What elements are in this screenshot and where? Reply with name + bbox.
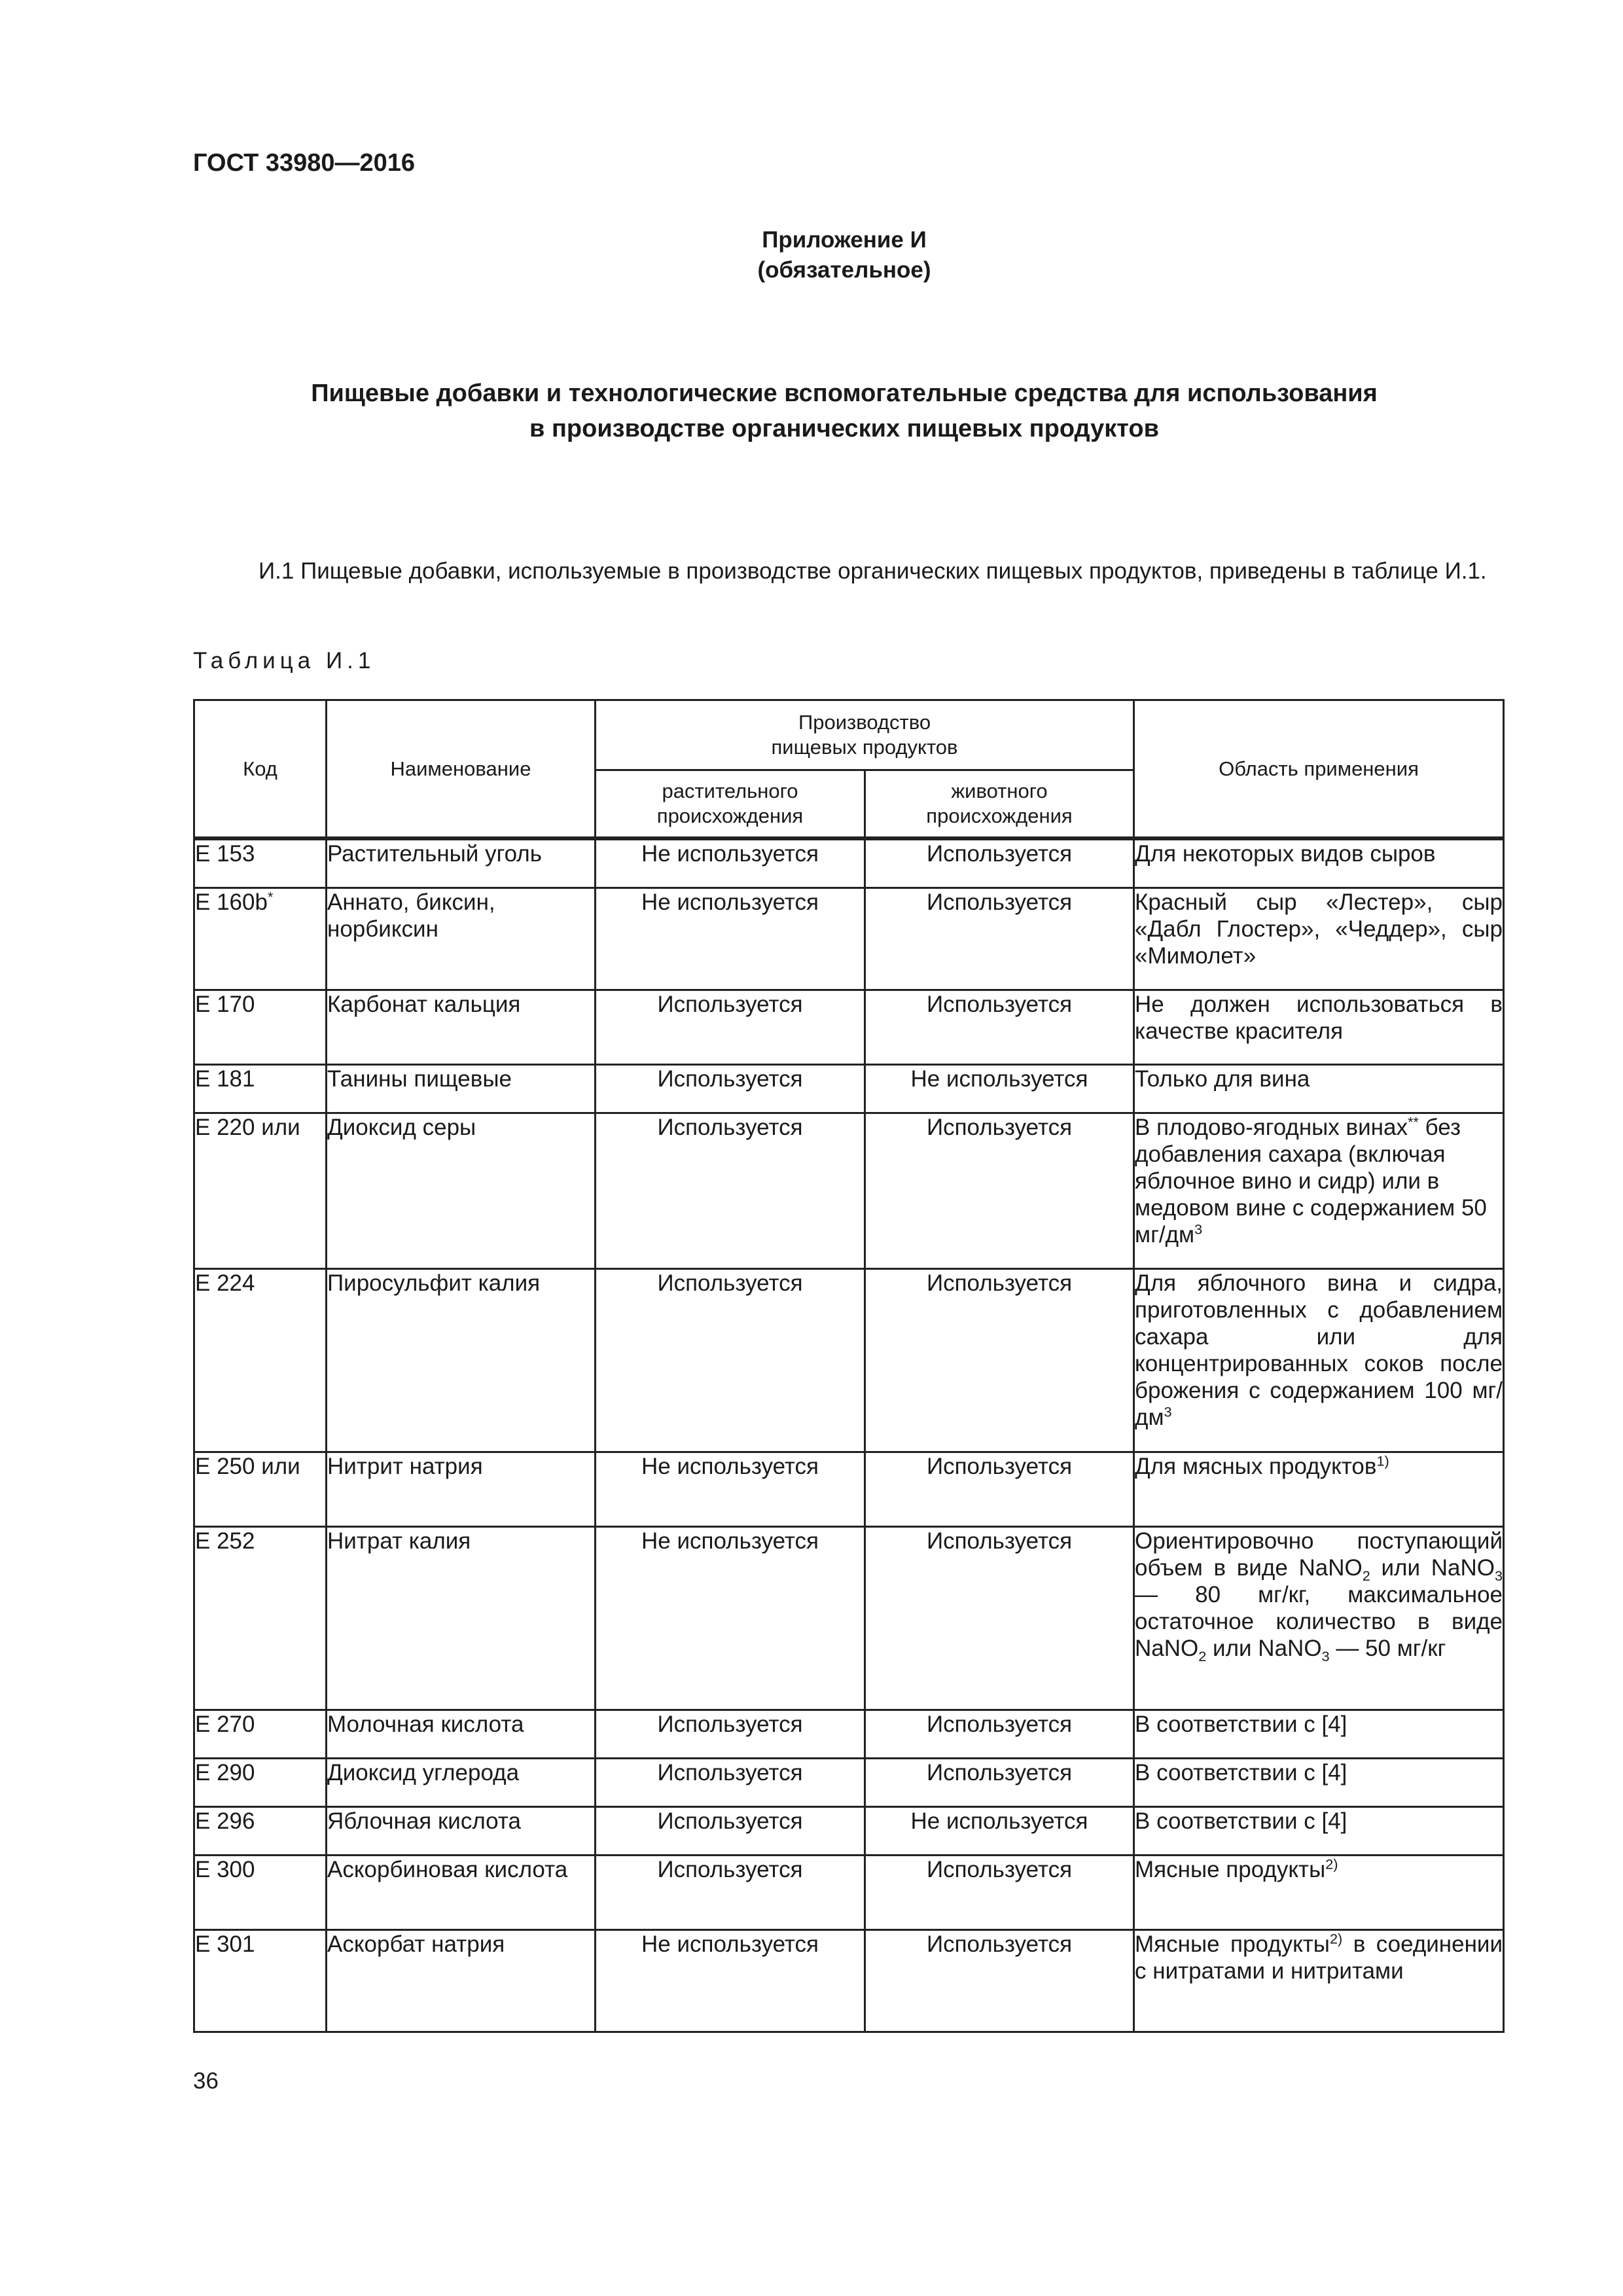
plant-cell: Используется	[596, 1269, 865, 1452]
animal-cell: Используется	[865, 1113, 1134, 1269]
plant-cell: Используется	[596, 1710, 865, 1759]
name-cell: Нитрит натрия	[327, 1452, 596, 1527]
animal-cell: Используется	[865, 1856, 1134, 1930]
scope-cell: В соответствии с [4]	[1134, 1710, 1504, 1759]
table-row	[194, 1807, 1504, 1856]
code-cell: Е 181	[194, 1065, 327, 1113]
name-cell: Диоксид углерода	[327, 1759, 596, 1807]
scope-text-b: в соединении с нитратами и нитритами	[1135, 1931, 1503, 1984]
code-cell: Е 301	[194, 1930, 327, 2032]
title-line-1: Пищевые добавки и технологические вспомогательные средства для использования	[311, 380, 1378, 407]
table-row	[194, 1452, 1504, 1527]
table-row	[194, 1710, 1504, 1759]
name-cell: Танины пищевые	[327, 1065, 596, 1113]
scope-cell	[1134, 1527, 1504, 1710]
header-production	[596, 700, 1134, 770]
header-production-line-1: Производство	[798, 711, 931, 734]
code-cell: Е 153	[194, 840, 327, 888]
animal-cell: Используется	[865, 1710, 1134, 1759]
header-animal-origin	[865, 770, 1134, 838]
header-plant-line-1: растительного	[662, 780, 798, 802]
header-plant-line-2: происхождения	[656, 804, 804, 827]
subscript: 2	[1362, 1568, 1370, 1584]
subscript: 3	[1494, 1568, 1503, 1584]
name-cell: Аскорбиновая кислота	[327, 1856, 596, 1930]
name-cell: Диоксид серы	[327, 1113, 596, 1269]
table-row	[194, 1527, 1504, 1710]
scope-text: Ориентировочно поступающий объем в виде NaNO	[1135, 1528, 1503, 1581]
annex-main-title	[0, 376, 1623, 446]
code-cell: Е 296	[194, 1807, 327, 1856]
scope-text: Мясные продукты	[1135, 1857, 1326, 1882]
title-line-2: в производстве органических пищевых продуктов	[529, 415, 1159, 442]
scope-cell: Не должен использоваться в качестве красителя	[1134, 990, 1504, 1065]
intro-paragraph: И.1 Пищевые добавки, используемые в производстве органических пищевых продуктов, приведены в таблице И.1.	[259, 558, 1487, 584]
header-production-line-2: пищевых продуктов	[771, 736, 958, 759]
table-row	[194, 1759, 1504, 1807]
scope-cell: Красный сыр «Лестер», сыр «Дабл Глостер», «Чеддер», сыр «Мимолет»	[1134, 888, 1504, 990]
scope-text: или NaNO	[1370, 1555, 1495, 1581]
table-row	[194, 1065, 1504, 1113]
table-row	[194, 1269, 1504, 1452]
code-cell: Е 290	[194, 1759, 327, 1807]
table-row	[194, 888, 1504, 990]
footnote-mark: *	[267, 888, 274, 905]
scope-text: или NaNO	[1206, 1636, 1322, 1661]
name-cell: Растительный уголь	[327, 840, 596, 888]
scope-cell: В соответствии с [4]	[1134, 1759, 1504, 1807]
annex-title: Приложение И	[762, 227, 927, 253]
name-cell: Аннато, биксин, норбиксин	[327, 888, 596, 990]
plant-cell: Не используется	[596, 1930, 865, 2032]
animal-cell: Используется	[865, 1527, 1134, 1710]
header-scope: Область применения	[1134, 700, 1504, 838]
table-row	[194, 990, 1504, 1065]
plant-cell: Используется	[596, 990, 865, 1065]
header-animal-line-1: животного	[951, 780, 1048, 802]
plant-cell: Не используется	[596, 1452, 865, 1527]
annex-heading	[0, 225, 1623, 285]
code-cell: Е 300	[194, 1856, 327, 1930]
code-cell: Е 270	[194, 1710, 327, 1759]
code-cell: Е 224	[194, 1269, 327, 1452]
animal-cell: Используется	[865, 1759, 1134, 1807]
scope-cell: В соответствии с [4]	[1134, 1807, 1504, 1856]
subscript: 3	[1321, 1648, 1330, 1664]
page-number: 36	[193, 2068, 219, 2094]
scope-text: — 80 мг/кг, максимальное остаточное количество в виде NaNO	[1135, 1582, 1503, 1661]
table-row	[194, 1930, 1504, 2032]
footnote-mark: **	[1407, 1113, 1419, 1130]
scope-text: Для яблочного вина и сидра, приготовленных с добавлением сахара или для концентрированных соков после брожения с содержанием 100 мг/дм	[1135, 1270, 1503, 1430]
superscript: 3	[1164, 1403, 1172, 1420]
animal-cell: Используется	[865, 1452, 1134, 1527]
name-cell: Аскорбат натрия	[327, 1930, 596, 2032]
plant-cell: Используется	[596, 1856, 865, 1930]
header-plant-origin	[596, 770, 865, 838]
code-text: Е 160b	[195, 889, 268, 915]
code-cell: Е 252	[194, 1527, 327, 1710]
plant-cell: Используется	[596, 1113, 865, 1269]
scope-cell	[1134, 1930, 1504, 2032]
scope-cell: Только для вина	[1134, 1065, 1504, 1113]
name-cell: Молочная кислота	[327, 1710, 596, 1759]
scope-text: — 50 мг/кг	[1329, 1636, 1446, 1661]
scope-text-a: В плодово-ягодных винах	[1135, 1115, 1408, 1140]
table-row	[194, 1113, 1504, 1269]
name-cell: Карбонат кальция	[327, 990, 596, 1065]
footnote-mark: 2)	[1329, 1930, 1343, 1947]
scope-cell	[1134, 1452, 1504, 1527]
footnote-mark: 1)	[1376, 1452, 1389, 1469]
table-row	[194, 840, 1504, 888]
food-additives-table	[193, 699, 1505, 2033]
header-animal-line-2: происхождения	[926, 804, 1073, 827]
scope-cell	[1134, 1113, 1504, 1269]
scope-text-a: Мясные продукты	[1135, 1931, 1330, 1957]
footnote-mark: 2)	[1325, 1856, 1338, 1873]
annex-status: (обязательное)	[757, 257, 931, 283]
code-cell: Е 250 или	[194, 1452, 327, 1527]
animal-cell: Не используется	[865, 1065, 1134, 1113]
plant-cell: Не используется	[596, 840, 865, 888]
animal-cell: Используется	[865, 990, 1134, 1065]
plant-cell: Используется	[596, 1807, 865, 1856]
header-name: Наименование	[327, 700, 596, 838]
animal-cell: Используется	[865, 1930, 1134, 2032]
superscript: 3	[1194, 1221, 1203, 1238]
subscript: 2	[1198, 1648, 1207, 1664]
animal-cell: Используется	[865, 840, 1134, 888]
animal-cell: Не используется	[865, 1807, 1134, 1856]
scope-text: Для мясных продуктов	[1135, 1454, 1377, 1479]
header-code: Код	[194, 700, 327, 838]
table-row	[194, 1856, 1504, 1930]
animal-cell: Используется	[865, 1269, 1134, 1452]
name-cell: Пиросульфит калия	[327, 1269, 596, 1452]
table-caption: Таблица И.1	[193, 648, 376, 673]
plant-cell: Не используется	[596, 888, 865, 990]
plant-cell: Не используется	[596, 1527, 865, 1710]
scope-cell	[1134, 1856, 1504, 1930]
scope-cell	[1134, 1269, 1504, 1452]
name-cell: Нитрат калия	[327, 1527, 596, 1710]
plant-cell: Используется	[596, 1065, 865, 1113]
scope-text-b: без добавления сахара (включая яблочное вино и сидр) или в медовом вине с содержанием 50 мг/дм	[1135, 1115, 1487, 1247]
plant-cell: Используется	[596, 1759, 865, 1807]
scope-cell: Для некоторых видов сыров	[1134, 840, 1504, 888]
code-cell: Е 220 или	[194, 1113, 327, 1269]
animal-cell: Используется	[865, 888, 1134, 990]
code-cell	[194, 888, 327, 990]
standard-designation: ГОСТ 33980—2016	[193, 149, 416, 177]
name-cell: Яблочная кислота	[327, 1807, 596, 1856]
code-cell: Е 170	[194, 990, 327, 1065]
